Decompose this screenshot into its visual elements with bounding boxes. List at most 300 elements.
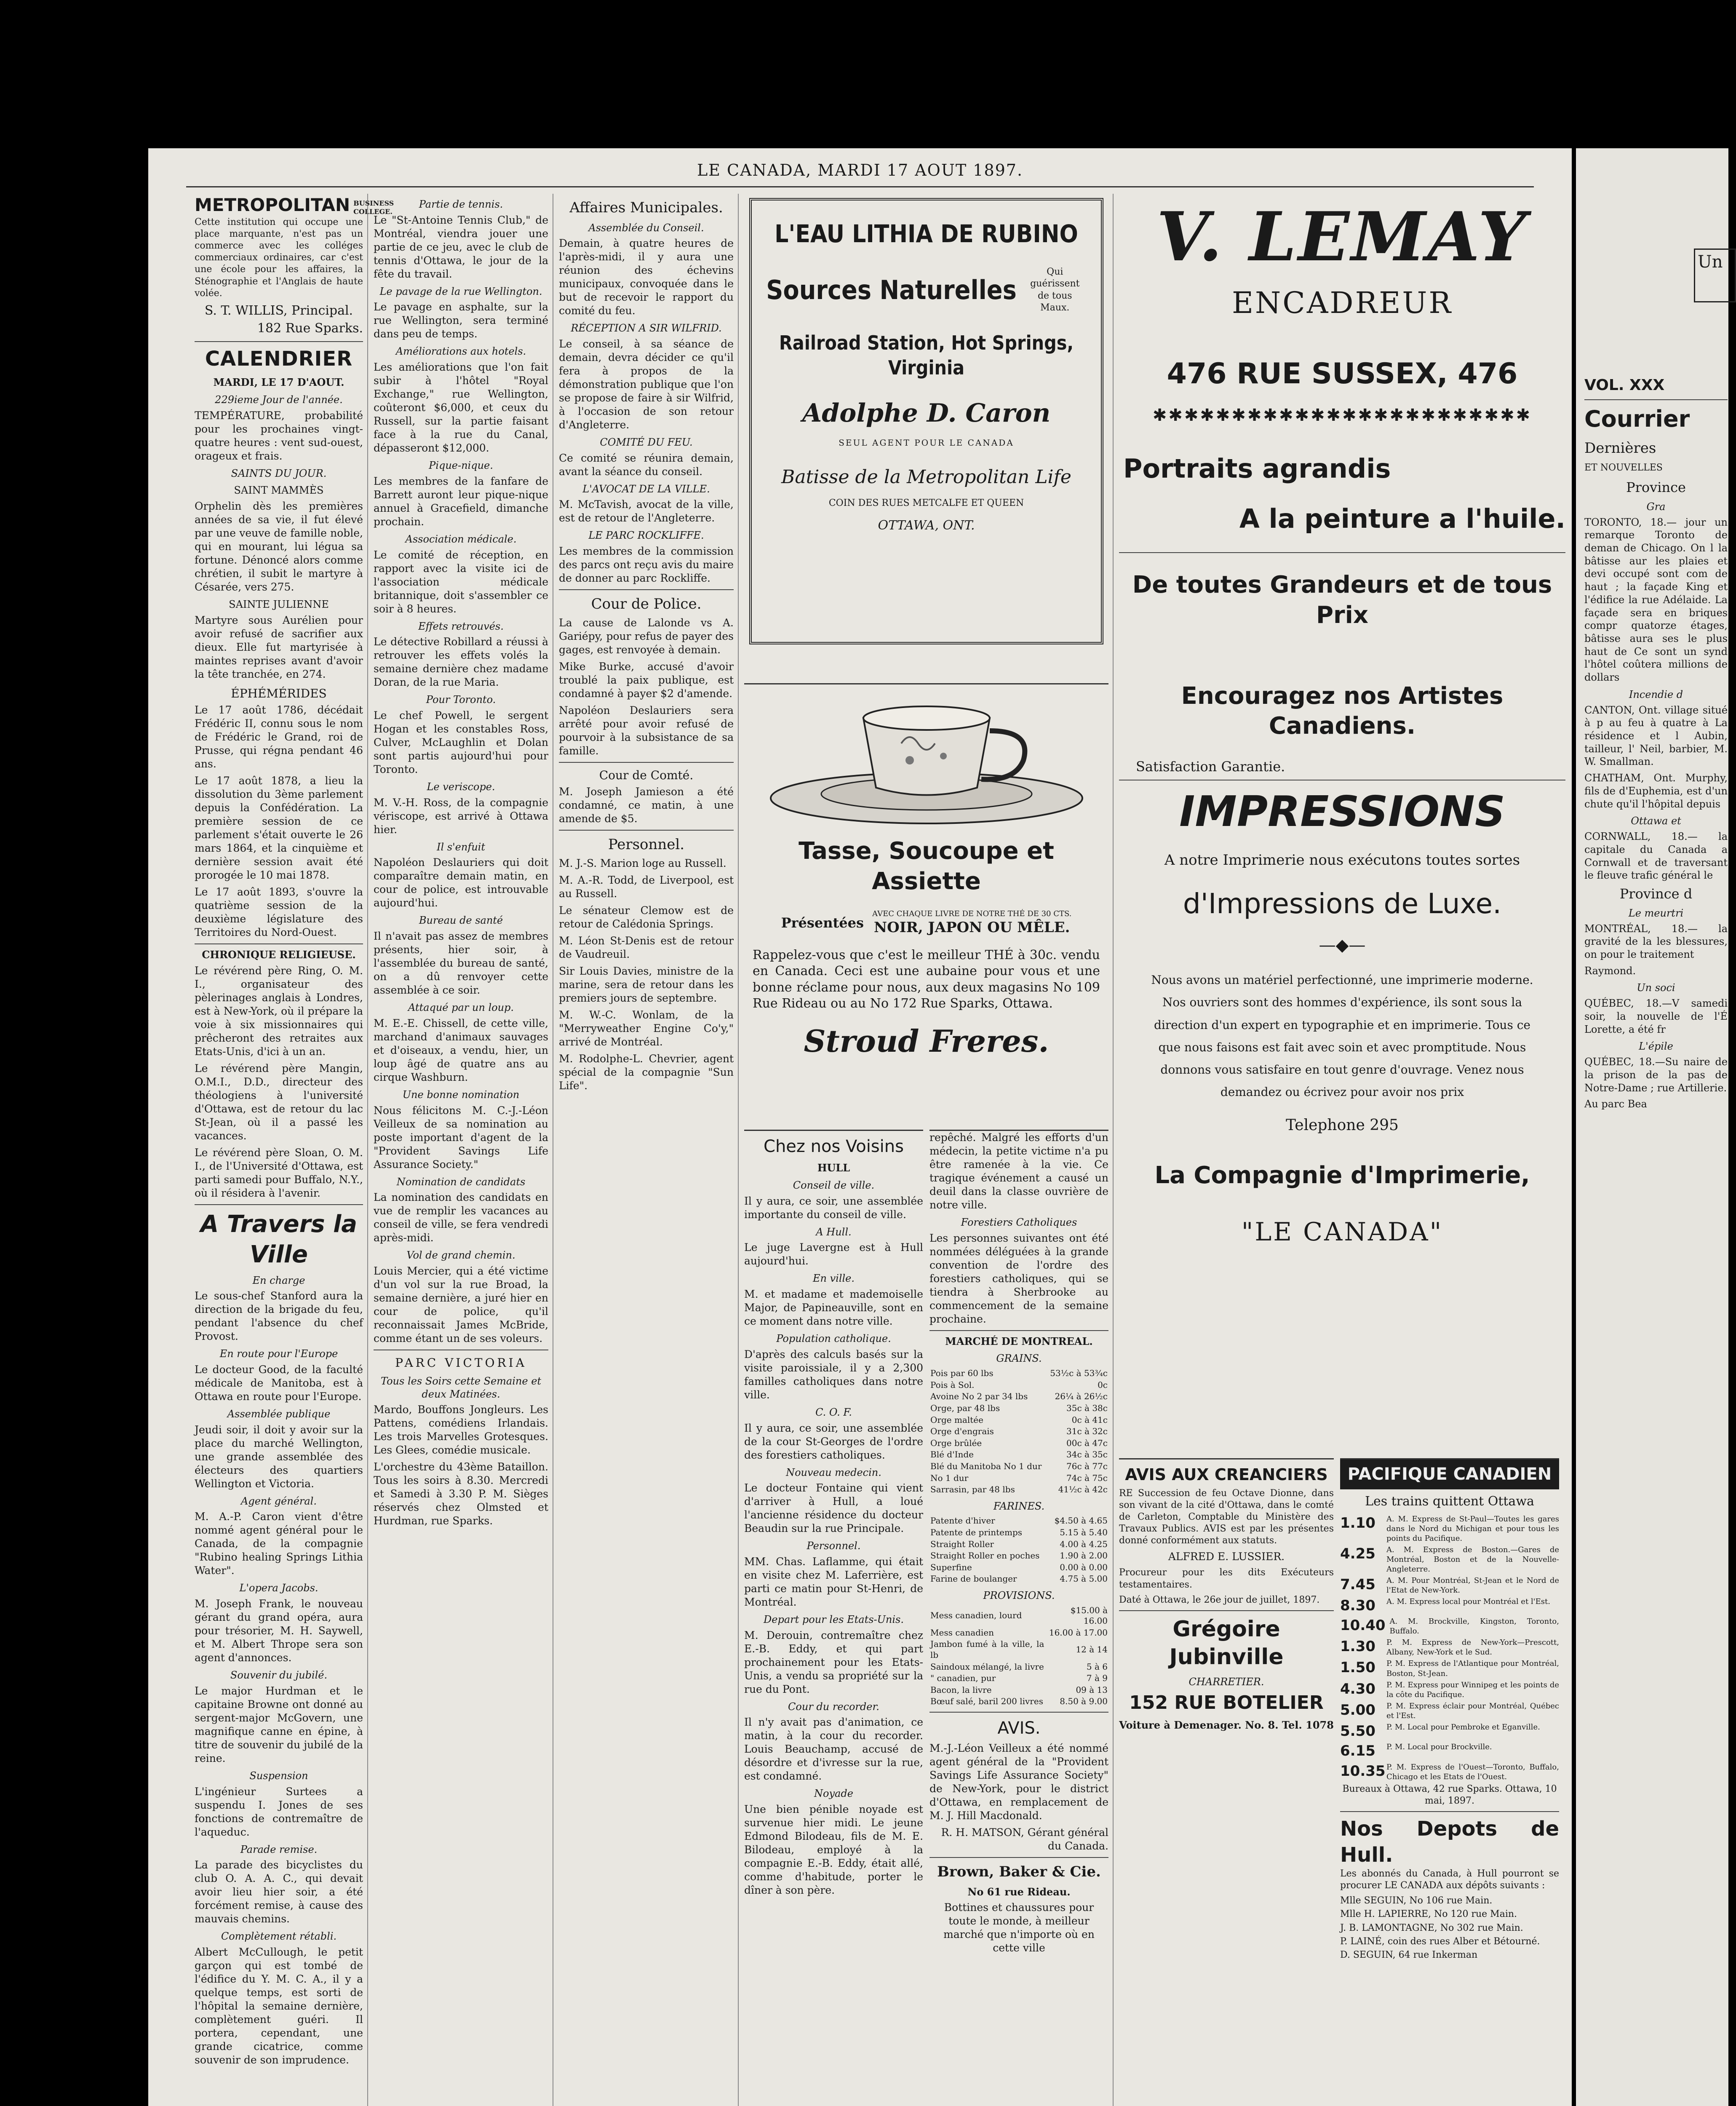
news-item: Demain, à quatre heures de l'après-midi, il y aura une réunion des échevins municipaux, convoquée dans le but de recevoir le rapport du comité du feu. xyxy=(559,237,734,317)
train-time: 1.50 xyxy=(1340,1659,1375,1676)
piquenique-heading: Pique-nique. xyxy=(429,460,493,472)
market-price: $15.00 à 16.00 xyxy=(1070,1605,1108,1626)
parade-heading: Parade remise. xyxy=(240,1843,318,1855)
market-price: 0.00 à 0.00 xyxy=(1060,1562,1108,1572)
train-list xyxy=(1340,1514,1559,1782)
travers-item: M. Joseph Frank, le nouveau gérant du grand opéra, aura pour trésorier, M. H. Saywell, et M. Albert Thrope sera son agent d'annonces. xyxy=(195,1598,363,1664)
right-text: MONTRÉAL, 18.— la gravité de la les blessures, on pour le traitement xyxy=(1584,922,1728,961)
train-row xyxy=(1340,1722,1559,1741)
news-item: M. W.-C. Wonlam, de la "Merryweather Engine Co'y," arrivé de Montréal. xyxy=(559,1008,734,1048)
rubino-sources-note: Qui guérissent de tous Maux. xyxy=(1030,267,1080,313)
rubino-batisse: Batisse de la Metropolitan Life xyxy=(781,466,1071,488)
brown-address: No 61 rue Rideau. xyxy=(967,1885,1071,1898)
train-desc: P. M. Local pour Pembroke et Eganville. xyxy=(1386,1722,1540,1732)
saints-heading: SAINTS DU JOUR. xyxy=(231,467,327,479)
right-grand: Gra xyxy=(1646,500,1666,513)
market-row xyxy=(929,1414,1108,1426)
train-time: 10.35 xyxy=(1340,1762,1386,1780)
news-item: M. A.-R. Todd, de Liverpool, est au Russell. xyxy=(559,874,734,900)
depot-item: Mlle H. LAPIERRE, No 120 rue Main. xyxy=(1340,1909,1517,1920)
travers-item: M. A.-P. Caron vient d'être nommé agent général pour le Canada, de la compagnie "Rubino healing Springs Lithia Water". xyxy=(195,1510,363,1577)
depot-item: D. SEGUIN, 64 rue Inkerman xyxy=(1340,1949,1478,1960)
forestiers-heading: Forestiers Catholiques xyxy=(961,1216,1077,1228)
lussier-note: Procureur pour les dits Exécuteurs testamentaires. xyxy=(1119,1567,1334,1590)
train-row xyxy=(1340,1701,1559,1721)
address: 182 Rue Sparks. xyxy=(257,321,363,336)
market-price: 5.15 à 5.40 xyxy=(1060,1527,1108,1537)
comte-heading: Cour de Comté. xyxy=(599,768,694,782)
news-item: Mike Burke, accusé d'avoir troublé la paix publique, est condamné à payer $2 d'amende. xyxy=(559,660,734,700)
market-item: Jambon fumé à la ville, la lb xyxy=(930,1639,1044,1660)
news-item: Louis Mercier, qui a été victime d'un vol sur la rue Broad, la semaine dernière, a juré hier en cour de police, qu'il reconnaissait James McBride, comme étant un de ses voleurs. xyxy=(374,1265,548,1345)
candidats-heading: Nomination de candidats xyxy=(396,1176,526,1188)
train-time: 5.50 xyxy=(1340,1722,1375,1740)
hull2-heading: A Hull. xyxy=(816,1226,852,1238)
news-item: Le chef Powell, le sergent Hogan et les constables Ross, Culver, McLaughlin et Dolan sont partis aujourd'hui pour Toronto. xyxy=(374,709,548,776)
hull-heading: HULL xyxy=(817,1162,850,1174)
market-price: 0c à 41c xyxy=(1071,1414,1108,1425)
news-item: Le détective Robillard a réussi à retrouver les effets volés la semaine dernière chez madame Doran, de la rue Maria. xyxy=(374,636,548,689)
pacifique-banner: PACIFIQUE CANADIEN xyxy=(1340,1459,1559,1489)
right-vol: VOL. XXX xyxy=(1584,377,1665,394)
market-item: Blé du Manitoba No 1 dur xyxy=(930,1461,1042,1471)
depots-text: Les abonnés du Canada, à Hull pourront se procurer LE CANADA aux dépôts suivants : xyxy=(1340,1868,1559,1891)
market-item: No 1 dur xyxy=(930,1473,969,1483)
train-desc: P. M. Express de l'Atlantique pour Montréal, Boston, St-Jean. xyxy=(1386,1659,1559,1678)
conseil-heading: Conseil de ville. xyxy=(793,1179,875,1191)
market-price: 12 à 14 xyxy=(1076,1644,1108,1655)
market-price: 1.90 à 2.00 xyxy=(1060,1550,1108,1561)
train-desc: P. M. Express de New-York—Prescott, Albany, New-York et le Sud. xyxy=(1386,1638,1559,1657)
right-column xyxy=(1584,376,1728,2103)
affaires-heading: Affaires Municipales. xyxy=(569,199,723,216)
news-item: Le comité de réception, en rapport avec la visite ici de l'association médicale britannique, doit s'assembler ce soir à 8 heures. xyxy=(374,548,548,615)
right-province: Province xyxy=(1626,479,1686,495)
train-time: 8.30 xyxy=(1340,1597,1375,1614)
cof-heading: C. O. F. xyxy=(815,1406,852,1418)
ornament: ✱✱✱✱✱✱✱✱✱✱✱✱✱✱✱✱✱✱✱✱✱✱✱✱ xyxy=(1152,406,1532,425)
voisins-heading: Chez nos Voisins xyxy=(764,1137,904,1156)
metropolitan-body: Cette institution qui occupe une place marquante, n'est pas un commerce avec les colléges commerciaux ordinaires, car c'est une école pour les affaires, la Sténographie et l'Anglais de haute volée. xyxy=(195,216,363,299)
personnel-heading: Personnel. xyxy=(608,836,685,853)
teacup-icon xyxy=(762,689,1091,832)
train-desc: P. M. Express pour Winnipeg et les points de la côte du Pacifique. xyxy=(1386,1680,1559,1699)
right-text: CORNWALL, 18.— la capitale du Canada a Cornwall et de traversant le fleuve trafic général le xyxy=(1584,831,1728,882)
saint-mammes: SAINT MAMMÈS xyxy=(234,484,324,497)
rubino-city: OTTAWA, ONT. xyxy=(878,518,975,533)
depot-item: J. B. LAMONTAGNE, No 302 rue Main. xyxy=(1340,1922,1523,1933)
news-item: Napoléon Deslauriers qui doit comparaître demain matin, en cour de police, est introuvable aujourd'hui. xyxy=(374,856,548,909)
news-item: Il n'avait pas assez de membres présents, hier soir, à l'assemblée du bureau de santé, on a dû renvoyer cette assemblée à ce soir. xyxy=(374,930,548,997)
en-charge-heading: En charge xyxy=(252,1274,305,1286)
market-row xyxy=(929,1426,1108,1438)
column-divider xyxy=(1113,194,1114,2106)
veriscope-heading: Le veriscope. xyxy=(427,781,495,793)
ephemerides-heading: ÉPHÉMÉRIDES xyxy=(231,686,327,700)
news-item: Le sénateur Clemow est de retour de Calédonia Springs. xyxy=(559,904,734,930)
attaque-heading: Attaqué par un loup. xyxy=(408,1002,514,1014)
right-text: CANTON, Ont. village situé à p au feu à quatre à La résidence et l Aubin, tailleur, l' Neil, barbier, M. W. Smallman. xyxy=(1584,704,1728,768)
sainte-julienne: SAINTE JULIENNE xyxy=(229,598,329,610)
assemblee-heading: Assemblée publique xyxy=(227,1408,331,1420)
travers-item: Le docteur Good, de la faculté médicale de Manitoba, est à Ottawa en route pour l'Europe. xyxy=(195,1363,363,1403)
news-item: Sir Louis Davies, ministre de la marine, sera de retour dans les premiers jours de septembre. xyxy=(559,965,734,1004)
masthead: LE CANADA, MARDI 17 AOUT 1897. xyxy=(697,161,1023,179)
provisions-heading: PROVISIONS. xyxy=(983,1589,1055,1601)
train-row xyxy=(1340,1597,1559,1615)
market-item: Sarrasin, par 48 lbs xyxy=(930,1484,1015,1495)
train-time: 1.10 xyxy=(1340,1514,1375,1531)
market-item: Blé d'Inde xyxy=(930,1449,974,1460)
market-item: Farine de boulanger xyxy=(930,1574,1017,1584)
lemay-encadreur: ENCADREUR xyxy=(1231,285,1453,320)
ephemeride-2: Le 17 août 1878, a lieu la dissolution du 3ème parlement depuis la Confédération. La première session de ce parlement s'était ouverte le 26 mars 1864, et la cinquième et dernière session avait été prorogée le 10 mai 1878. xyxy=(195,775,363,882)
news-item: M. E.-E. Chissell, de cette ville, marchand d'animaux sauvages et d'oiseaux, a vendu, hier, un loup âgé de quatre ans au cirque Washburn. xyxy=(374,1017,548,1083)
day-line: 229ieme Jour de l'année. xyxy=(215,393,343,406)
provisions-table xyxy=(929,1605,1108,1708)
vol-heading: Vol de grand chemin. xyxy=(406,1249,515,1261)
grains-table xyxy=(929,1368,1108,1496)
train-row xyxy=(1340,1638,1559,1657)
marche-heading: MARCHÉ DE MONTREAL. xyxy=(945,1335,1093,1347)
market-price: 35c à 38c xyxy=(1066,1403,1108,1413)
news-item: D'après des calculs basés sur la visite paroissiale, il y a 2,300 familles catholiques dans notre ville. xyxy=(744,1348,923,1401)
grains-heading: GRAINS. xyxy=(996,1352,1042,1365)
market-row xyxy=(929,1449,1108,1461)
stroud-presentees: Présentées xyxy=(781,915,864,931)
market-row xyxy=(929,1661,1108,1673)
news-item: Il n'y avait pas d'animation, ce matin, à la cour du recorder. Louis Beauchamp, accusé de désordre et d'ivresse sur la rue, est condamné. xyxy=(744,1716,923,1783)
lussier-name: ALFRED E. LUSSIER. xyxy=(1168,1550,1285,1563)
market-price: 5 à 6 xyxy=(1086,1661,1108,1672)
market-item: Orge maltée xyxy=(930,1414,983,1425)
market-row xyxy=(929,1391,1108,1403)
column-1 xyxy=(195,194,394,2106)
train-row xyxy=(1340,1659,1559,1678)
enfuit-heading: Il s'enfuit xyxy=(436,841,486,853)
news-item: M. et madame et mademoiselle Major, de Papineauville, sont en ce moment dans notre ville. xyxy=(744,1288,923,1328)
market-row xyxy=(929,1527,1108,1539)
market-price: 74c à 75c xyxy=(1066,1473,1108,1483)
market-price: 4.75 à 5.00 xyxy=(1060,1574,1108,1584)
date-line: MARDI, LE 17 D'AOUT. xyxy=(213,376,345,389)
train-row xyxy=(1340,1576,1559,1595)
market-price: 41½c à 42c xyxy=(1058,1484,1108,1495)
news-item: Les membres de la fanfare de Barrett auront leur pique-nique annuel à Gracefield, dimanche prochain. xyxy=(374,475,548,528)
market-item: Patente d'hiver xyxy=(930,1515,995,1526)
market-price: $4.50 à 4.65 xyxy=(1054,1515,1108,1526)
right-page xyxy=(1576,148,1728,2106)
news-item: M. McTavish, avocat de la ville, est de retour de l'Angleterre. xyxy=(559,498,734,524)
market-price: 53½c à 53¾c xyxy=(1050,1368,1108,1379)
train-row xyxy=(1340,1514,1559,1543)
chronique-1: Le révérend père Ring, O. M. I., organisateur des pèlerinages anglais à Londres, est à New-York, où il prépare la voie à six missionnaires qui prêcheront des retraites aux Etats-Unis, d'ici à un an. xyxy=(195,965,363,1058)
news-item: MM. Chas. Laflamme, qui était en visite chez M. Laferrière, est parti ce matin pour St-Henri, de Montréal. xyxy=(744,1555,923,1608)
parc-victoria-heading: PARC VICTORIA xyxy=(395,1356,527,1370)
opera-heading: L'opera Jacobs. xyxy=(239,1582,318,1594)
news-item: Le pavage en asphalte, sur la rue Wellington, sera terminé dans peu de temps. xyxy=(374,301,548,340)
depot-item: Mlle SEGUIN, No 106 rue Main. xyxy=(1340,1895,1493,1906)
depots-heading: Nos Depots de Hull. xyxy=(1340,1817,1559,1867)
news-item: Le docteur Fontaine qui vient d'arriver à Hull, a loué l'ancienne résidence du docteur Beaudin sur la rue Principale. xyxy=(744,1482,923,1535)
market-price: 09 à 13 xyxy=(1076,1684,1108,1695)
right-meurtre: Le meurtri xyxy=(1628,907,1684,919)
market-price: 7 à 9 xyxy=(1086,1673,1108,1684)
suspension-heading: Suspension xyxy=(249,1769,308,1782)
news-item: Le conseil, à sa séance de demain, devra décider ce qu'il fera à propos de la démonstration publique que l'on se propose de faire à sir Wilfrid, à l'occasion de son retour d'Angleterre. xyxy=(559,337,734,431)
saint-mammes-text: Orphelin dès les premières années de sa vie, il fut élevé par une veuve de famille noble, qui en mourant, lui légua sa fortune. Dénoncé alors comme chrétien, il subit le martyre à Césarée, vers 275. xyxy=(195,500,363,593)
lemay-address: 476 RUE SUSSEX, 476 xyxy=(1167,357,1518,391)
stroud-brand: Stroud Freres. xyxy=(804,1023,1049,1059)
stroud-avec: AVEC CHAQUE LIVRE DE NOTRE THÉ DE 30 CTS. xyxy=(872,909,1072,919)
recorder-heading: Cour du recorder. xyxy=(788,1700,879,1713)
lussier-date: Daté à Ottawa, le 26e jour de juillet, 1897. xyxy=(1119,1594,1320,1605)
market-row xyxy=(929,1379,1108,1391)
train-time: 4.25 xyxy=(1340,1545,1375,1562)
train-time: 1.30 xyxy=(1340,1638,1375,1655)
train-time: 7.45 xyxy=(1340,1576,1375,1593)
market-price: 4.00 à 4.25 xyxy=(1060,1539,1108,1549)
market-row xyxy=(929,1573,1108,1585)
market-price: 00c à 47c xyxy=(1066,1438,1108,1448)
imprimerie-line: A notre Imprimerie nous exécutons toutes sortes xyxy=(1164,851,1520,869)
brown-text: Bottines et chaussures pour toute le monde, à meilleur marché que n'importe où en cette ville xyxy=(943,1901,1095,1954)
impressions-telephone: Telephone 295 xyxy=(1286,1117,1399,1134)
column-divider xyxy=(738,194,739,2106)
impressions-heading: IMPRESSIONS xyxy=(1179,786,1505,836)
train-row xyxy=(1340,1545,1559,1574)
column-5 xyxy=(929,1130,1108,2106)
rockliffe-heading: LE PARC ROCKLIFFE. xyxy=(588,529,704,542)
market-item: Superfine xyxy=(930,1562,972,1572)
market-row xyxy=(929,1673,1108,1684)
market-item: Avoine No 2 par 34 lbs xyxy=(930,1391,1028,1402)
rubino-agent-note: SEUL AGENT POUR LE CANADA xyxy=(839,438,1014,448)
travers-item: Le major Hurdman et le capitaine Browne ont donné au sergent-major McGovern, une magnifique canne en épine, à titre de souvenir du jubilé de la reine. xyxy=(195,1684,363,1764)
retabli-heading: Complètement rétabli. xyxy=(221,1930,337,1943)
tennis-heading: Partie de tennis. xyxy=(419,198,503,210)
reception-heading: RÉCEPTION A SIR WILFRID. xyxy=(571,322,722,334)
pavage-heading: Le pavage de la rue Wellington. xyxy=(379,285,542,297)
chronique-3: Le révérend père Sloan, O. M. I., de l'Université d'Ottawa, est parti samedi pour Buffalo, N.Y., où il résidera à l'avenir. xyxy=(195,1147,363,1200)
nomination-heading: Une bonne nomination xyxy=(402,1088,520,1101)
market-price: 76c à 77c xyxy=(1066,1461,1108,1471)
market-row xyxy=(929,1368,1108,1379)
market-price: 26¼ à 26½c xyxy=(1055,1391,1108,1402)
right-quebec: Un soci xyxy=(1637,982,1675,994)
hotels-heading: Améliorations aux hotels. xyxy=(395,345,526,358)
market-row xyxy=(929,1403,1108,1414)
rubino-coin: COIN DES RUES METCALFE ET QUEEN xyxy=(828,498,1024,509)
market-item: Orge d'engrais xyxy=(930,1426,994,1437)
market-item: " canadien, pur xyxy=(930,1673,996,1684)
market-row xyxy=(929,1638,1108,1661)
right-text: Au parc Bea xyxy=(1584,1098,1647,1110)
news-item: M. V.-H. Ross, de la compagnie vériscope, est arrivé à Ottawa hier. xyxy=(374,796,548,836)
market-item: Mess canadien xyxy=(930,1627,994,1638)
right-text: QUÉBEC, 18.—Su naire de la prison de la pas de Notre-Dame ; rue Artillerie. xyxy=(1584,1056,1728,1094)
avis-text: M.-J.-Léon Veilleux a été nommé agent général de la "Provident Savings Life Assurance Society" de New-York, pour le district d'Ottawa, en remplacement de M. J. Hill Macdonald. xyxy=(929,1742,1108,1822)
market-price: 34c à 35c xyxy=(1066,1449,1108,1460)
depot-item: P. LAINÉ, coin des rues Alber et Bétourné. xyxy=(1340,1936,1540,1947)
feu-heading: COMITÉ DU FEU. xyxy=(600,436,693,448)
nouveau-heading: Nouveau medecin. xyxy=(786,1466,881,1478)
rubino-sources: Sources Naturelles xyxy=(766,274,1017,305)
toronto-heading: Pour Toronto. xyxy=(426,694,496,706)
column-6 xyxy=(1119,1458,1334,2106)
metropolitan-sub: BUSINESS COLLEGE. xyxy=(353,199,394,216)
jubile-heading: Souvenir du jubilé. xyxy=(230,1669,328,1681)
train-desc: P. M. Express éclair pour Montréal, Québec et l'Est. xyxy=(1386,1701,1559,1720)
charretier: CHARRETIER. xyxy=(1188,1676,1264,1688)
police-heading: Cour de Police. xyxy=(591,596,702,613)
avis-creanciers-heading: AVIS AUX CREANCIERS xyxy=(1125,1465,1328,1484)
news-item: M. Joseph Jamieson a été condamné, ce matin, à une amende de $5. xyxy=(559,786,734,825)
avis-heading: AVIS. xyxy=(997,1718,1041,1738)
news-item: Il y aura, ce soir, une assemblée de la cour St-Georges de l'ordre des forestiers catholiques. xyxy=(744,1422,923,1461)
right-courrier: Courrier xyxy=(1584,406,1690,433)
market-row xyxy=(929,1550,1108,1562)
flour-table xyxy=(929,1515,1108,1585)
lemay-grandeurs: De toutes Grandeurs et de tous Prix xyxy=(1132,571,1552,629)
impressions-luxe: d'Impressions de Luxe. xyxy=(1183,887,1502,920)
news-item: Une bien pénible noyade est survenue hier midi. Le jeune Edmond Bilodeau, fils de M. E. Bilodeau, employé à la compagnie E.-B. Eddy, était allé, comme d'habitude, porter le dîner à son père. xyxy=(744,1803,923,1897)
avis-creanciers-text: RE Succession de feu Octave Dionne, dans son vivant de la cité d'Ottawa, dans le comté de Carleton, Comptable du Ministère des Travaux Publics. AVIS est par les présentes donné conformément aux statuts. xyxy=(1119,1488,1334,1546)
medicale-heading: Association médicale. xyxy=(405,533,517,545)
enville-heading: En ville. xyxy=(812,1272,855,1285)
trains-heading: Les trains quittent Ottawa xyxy=(1365,1494,1534,1509)
news-item: Le juge Lavergne est à Hull aujourd'hui. xyxy=(744,1241,923,1267)
market-item: Pois par 60 lbs xyxy=(930,1368,994,1379)
train-desc: A. M. Express de Boston.—Gares de Montréal, Boston et de la Nouvelle-Angleterre. xyxy=(1386,1545,1559,1574)
news-item: Nous félicitons M. C.-J.-Léon Veilleux de sa nomination au poste important d'agent de la "Provident Savings Life Assurance Society." xyxy=(374,1104,548,1171)
lemay-ad xyxy=(1119,194,1565,1457)
parc-sub: Tous les Soirs cette Semaine et deux Matinées. xyxy=(380,1375,542,1400)
impressions-materiel: Nous avons un matériel perfectionné, une imprimerie moderne. Nos ouvriers sont des hommes d'expérience, ils sont sous la direction d'un expert en typographie et en imprimerie. Tous ce que nous faisons est fait avec soin et avec promptitude. Nous donnons vous satisfaire en tout genre d'ouvrage. Venez nous demandez ou écrivez pour avoir nos prix xyxy=(1151,973,1533,1099)
rubino-station: Railroad Station, Hot Springs, Virginia xyxy=(779,331,1074,379)
market-item: Straight Roller en poches xyxy=(930,1550,1040,1561)
ephemeride-1: Le 17 août 1786, décédait Frédéric II, connu sous le nom de Frédéric le Grand, roi de Prusse, qui régna pendant 46 ans. xyxy=(195,704,363,770)
right-text: CHATHAM, Ont. Murphy, fils de d'Euphemia, est d'un chute qu'il l'hôpital depuis xyxy=(1584,772,1728,810)
news-item: Les personnes suivantes ont été nommées déléguées à la grande convention de l'ordre des forestiers catholiques, qui se tiendra à Sherbrooke au commencement de la semaine prochaine. xyxy=(929,1232,1108,1325)
effets-heading: Effets retrouvés. xyxy=(418,620,504,632)
market-row xyxy=(929,1515,1108,1527)
lemay-portraits: Portraits agrandis xyxy=(1123,453,1391,484)
right-text: QUÉBEC, 18.—V samedi soir, la nouvelle de l'É Lorette, a été fr xyxy=(1584,997,1728,1035)
stroud-headline: Tasse, Soucoupe et Assiette xyxy=(799,837,1054,895)
train-desc: P. M. Local pour Brockville. xyxy=(1386,1743,1492,1752)
market-item: Orge brûlée xyxy=(930,1438,982,1448)
train-time: 4.30 xyxy=(1340,1680,1375,1697)
market-row xyxy=(929,1684,1108,1696)
market-item: Patente de printemps xyxy=(930,1527,1023,1537)
train-desc: P. M. Express de l'Ouest—Toronto, Buffalo, Chicago et les Etats de l'Ouest. xyxy=(1386,1762,1559,1781)
travers-item: Le sous-chef Stanford aura la direction de la brigade du feu, pendant l'absence du chef Provost. xyxy=(195,1290,363,1343)
news-item: M. Derouin, contremaître chez E.-B. Eddy, et qui part prochainement pour les Etats-Unis, a vendu sa propriété sur la rue du Pont. xyxy=(744,1629,923,1695)
chronique-heading: CHRONIQUE RELIGIEUSE. xyxy=(202,949,356,961)
travers-heading: A Travers la Ville xyxy=(200,1211,358,1268)
lemay-encouragez: Encouragez nos Artistes Canadiens. xyxy=(1181,682,1504,740)
news-item: Ce comité se réunira demain, avant la séance du conseil. xyxy=(559,452,734,478)
stroud-noir: NOIR, JAPON OU MÊLE. xyxy=(874,919,1070,936)
news-item: Napoléon Deslauriers sera arrêté pour avoir refusé de pourvoir à la subsistance de sa famille. xyxy=(559,704,734,757)
column-2 xyxy=(374,194,548,2106)
news-item: La cause de Lalonde vs A. Gariépy, pour refus de payer des gages, est renvoyée à demain. xyxy=(559,616,734,656)
stroud-ad xyxy=(744,683,1108,1127)
news-item: M. J.-S. Marion loge au Russell. xyxy=(559,857,726,869)
market-price: 31c à 32c xyxy=(1066,1426,1108,1437)
train-row xyxy=(1340,1742,1559,1761)
avocat-heading: L'AVOCAT DE LA VILLE. xyxy=(582,483,710,495)
market-item: Saindoux mélangé, la livre xyxy=(930,1661,1044,1672)
train-desc: A. M. Express de St-Paul—Toutes les gares dans le Nord du Michigan et pour tous les points du Pacifique. xyxy=(1386,1514,1559,1543)
right-province2: Province d xyxy=(1619,885,1693,902)
conseil-heading: Assemblée du Conseil. xyxy=(588,222,704,234)
news-item: M. Léon St-Denis est de retour de Vaudreuil. xyxy=(559,934,734,960)
market-item: Mess canadien, lourd xyxy=(930,1610,1022,1621)
news-item: Le "St-Antoine Tennis Club," de Montréal, viendra jouer une partie de ce jeu, avec le club de tennis d'Ottawa, le jour de la fête du travail. xyxy=(374,214,548,280)
news-item: Les membres de la commission des parcs ont reçu avis du maire de donner au parc Rockliffe. xyxy=(559,545,734,585)
temperature: TEMPÉRATURE, probabilité pour les prochaines vingt-quatre heures : vent sud-ouest, orageux et frais. xyxy=(195,409,363,462)
voiture-line: Voiture à Demenager. No. 8. Tel. 1078 xyxy=(1119,1719,1334,1731)
agent-heading: Agent général. xyxy=(241,1495,317,1507)
market-row xyxy=(929,1605,1108,1627)
travers-item: La parade des bicyclistes du club O. A. A. C., qui devait avoir lieu hier soir, a été forcément remise, à cause des mauvais chemins. xyxy=(195,1859,363,1925)
le-canada-name: "LE CANADA" xyxy=(1241,1217,1443,1247)
brown-heading: Brown, Baker & Cie. xyxy=(937,1863,1101,1881)
market-row xyxy=(929,1461,1108,1473)
market-item: Straight Roller xyxy=(930,1539,994,1549)
market-row xyxy=(929,1627,1108,1639)
train-desc: A. M. Express local pour Montréal et l'Est. xyxy=(1386,1597,1550,1606)
train-time: 6.15 xyxy=(1340,1743,1375,1760)
parc-text: L'orchestre du 43ème Bataillon. Tous les soirs à 8.30. Mercredi et Samedi à 3.30 P. M. Sièges réservés chez Olmsted et Hurdman, rue Sparks. xyxy=(374,1461,548,1527)
stroud-body: Rappelez-vous que c'est le meilleur THÉ à 30c. vendu en Canada. Ceci est une aubaine pour vous et une bonne réclame pour nous, aux deux magasins No 109 Rue Rideau ou au No 172 Rue Sparks, Ottawa. xyxy=(753,947,1100,1011)
ephemeride-3: Le 17 août 1893, s'ouvre la quatrième session de la deuxième législature des Territoires du Nord-Ouest. xyxy=(195,886,363,939)
rubino-agent: Adolphe D. Caron xyxy=(802,398,1051,428)
metropolitan-title: METROPOLITAN xyxy=(195,195,350,215)
market-item: Bœuf salé, baril 200 livres xyxy=(930,1696,1043,1707)
farines-heading: FARINES. xyxy=(993,1500,1045,1512)
right-text: TORONTO, 18.— jour un remarque Toronto de deman de Chicago. On l la bâtisse aur les plaies et devi occupé sont com de haut ; la façade King et l'édifice la rue Adélaide. La façade sera en briques compr quatorze étages, bâtisse aura ses le plus haut de Ce sont un synd l'hôtel coûtera millions de dollars xyxy=(1584,516,1728,684)
chronique-2: Le révérend père Mangin, O.M.I., D.D., directeur des théologiens à l'université d'Ottawa, est de retour du lac St-Jean, où il a passé les vacances. xyxy=(195,1062,363,1142)
market-row xyxy=(929,1696,1108,1708)
rubino-ad xyxy=(744,194,1108,674)
train-row xyxy=(1340,1617,1559,1636)
news-item: Les améliorations que l'on fait subir à l'hôtel "Royal Exchange," rue Wellington, coûteront $6,000, et ceux du Russell, sur la partie faisant face à la rue du Canal, dépasseront $12,000. xyxy=(374,361,548,454)
right-text: Raymond. xyxy=(1584,965,1636,977)
market-row xyxy=(929,1539,1108,1550)
market-row xyxy=(929,1484,1108,1496)
principal: S. T. WILLIS, Principal. xyxy=(204,303,353,318)
rubino-title: L'EAU LITHIA DE RUBINO xyxy=(775,219,1078,248)
right-incendie: Incendie d xyxy=(1629,688,1683,700)
depot-list xyxy=(1340,1895,1559,1961)
market-item: Orge, par 48 lbs xyxy=(930,1403,1000,1413)
ornament: —◆— xyxy=(1319,935,1366,955)
bureaux-line: Bureaux à Ottawa, 42 rue Sparks. Ottawa, 10 mai, 1897. xyxy=(1342,1783,1557,1806)
lemay-satisfaction: Satisfaction Garantie. xyxy=(1136,759,1285,775)
train-row xyxy=(1340,1680,1559,1700)
depart-heading: Depart pour les Etats-Unis. xyxy=(764,1613,904,1625)
masthead-rule xyxy=(186,186,1534,187)
column-4 xyxy=(744,1130,923,2106)
train-row xyxy=(1340,1762,1559,1782)
market-row xyxy=(929,1562,1108,1574)
bureau-heading: Bureau de santé xyxy=(419,914,503,927)
lemay-peinture: A la peinture a l'huile. xyxy=(1239,503,1565,534)
lemay-name: V. LEMAY xyxy=(1156,197,1528,276)
